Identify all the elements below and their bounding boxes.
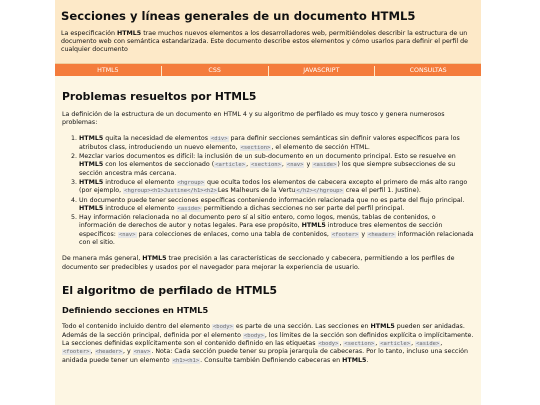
- bold-text: HTML5: [79, 161, 104, 169]
- code-snippet: <aside>: [313, 162, 337, 169]
- code-snippet: <hgroup><h1>Justine</h1><h2>: [124, 188, 217, 195]
- masthead: [55, 0, 481, 64]
- bold-text: HTML5: [142, 255, 167, 263]
- bold-text: HTML5: [301, 222, 326, 230]
- text-run: pueden ser anidadas. Además de la sección principal, definida por el elemento: [62, 323, 465, 339]
- text-run: . Consulte también Definiendo cabeceras en: [200, 356, 343, 364]
- code-snippet: <article>: [215, 162, 246, 169]
- nav-link-javascript[interactable]: JAVASCRIPT: [269, 66, 376, 76]
- text-run: ,: [411, 339, 416, 347]
- nav-link-html5[interactable]: HTML5: [55, 66, 162, 76]
- text-run: introduce el elemento: [103, 178, 177, 186]
- code-snippet: <h1><h1>: [172, 357, 200, 364]
- text-run: permitiendo a dichas secciones no ser parte del perfil principal.: [201, 204, 405, 212]
- bold-text: HTML5: [116, 30, 142, 37]
- text-run: con los elementos de seccionado (: [103, 161, 215, 169]
- text-run: para definir secciones semánticas sin definir valores específicos para los atributos class, introduciendo un nuevo elemento,: [79, 135, 460, 151]
- text-run: trae muchos nuevos elementos a los desarrolladores web, permitiéndoles describir la estructura de un documento web con semántica estandarizada. Este documento describe estos elementos y cómo usarlos para definir el perfil de cualquier documento: [61, 30, 469, 54]
- code-snippet: <body>: [318, 340, 339, 347]
- text-run: La especificación: [61, 30, 117, 37]
- text-run: Mezclar varios documentos es difícil: la inclusión de un sub-documento en un documento principal. Esto se resuelve en: [79, 153, 456, 161]
- code-snippet: <aside>: [416, 340, 440, 347]
- section-closing: [62, 255, 474, 272]
- main-content: [55, 90, 481, 366]
- list-item: [79, 214, 474, 247]
- text-run: , los límites de la sección son definidos explícita o implícitamente. La secciones definidas explícitamente son el contenido definido en las etiquetas: [62, 331, 474, 347]
- text-run: crea el perfil 1. Justine).: [343, 187, 421, 195]
- code-snippet: <nav>: [133, 349, 151, 356]
- list-item: [79, 135, 474, 152]
- code-snippet: <nav>: [118, 231, 136, 238]
- list-item: [79, 153, 474, 178]
- intro-paragraph: [61, 30, 475, 55]
- bold-text: HTML5: [79, 204, 104, 212]
- code-snippet: <article>: [380, 340, 411, 347]
- text-run: y: [359, 230, 368, 238]
- problems-list: [62, 135, 474, 247]
- list-item: [79, 179, 474, 196]
- section-heading: Problemas resueltos por HTML5: [62, 89, 257, 103]
- text-run: , el elemento de sección HTML.: [271, 143, 370, 151]
- text-run: información relacionada con el sitio.: [79, 230, 474, 246]
- text-run: trae precisión a las características de seccionado y cabecera, permitiendo a los perfiles de documento ser predecibles y usados por el navegador para mejorar la experiencia de usuario.: [62, 255, 455, 271]
- text-run: De manera más general,: [62, 255, 143, 263]
- text-run: , y: [123, 348, 133, 356]
- section-heading: El algoritmo de perfilado de HTML5: [62, 284, 278, 298]
- code-snippet: <section>: [240, 144, 271, 151]
- text-run: quita la necesidad de elementos: [103, 135, 210, 143]
- nav-link-css[interactable]: CSS: [162, 66, 269, 76]
- text-run: para colecciones de enlaces, como una tabla de contenidos,: [136, 230, 331, 238]
- text-run: Todo el contenido incluido dentro del elemento: [62, 323, 212, 331]
- page-title: Secciones y líneas generales de un documento HTML5: [61, 9, 416, 23]
- text-run: y: [304, 161, 313, 169]
- code-snippet: <header>: [368, 231, 395, 238]
- text-run: Un documento puede tener secciones específicas conteniendo información relacionada que no es parte del flujo principal.: [79, 196, 465, 204]
- code-snippet: <footer>: [331, 231, 359, 238]
- main-nav: [55, 64, 481, 76]
- text-run: ) los que siempre subsecciones de su sección ancestra más cercana.: [79, 161, 456, 177]
- nav-link-consultas[interactable]: CONSULTAS: [409, 66, 447, 74]
- bold-text: HTML5: [342, 356, 367, 364]
- text-run: introduce tres elementos de sección específicos:: [79, 222, 443, 238]
- code-snippet: </h2></hgroup>: [296, 188, 343, 195]
- text-run: ,: [246, 161, 251, 169]
- code-snippet: <hgroup>: [177, 179, 205, 186]
- code-snippet: <section>: [344, 340, 375, 347]
- code-snippet: <header>: [95, 349, 123, 356]
- text-run: que oculta todos los elementos de cabecera excepto el primero de más alto rango (por ejemplo,: [79, 178, 468, 195]
- code-snippet: <div>: [210, 136, 228, 143]
- text-run: Les Malheurs de la Vertu: [217, 187, 296, 195]
- text-run: .: [366, 356, 369, 364]
- text-run: . Nota: Cada sección puede tener su propia jerarquía de cabeceras. Por lo tanto, incluso una sección anidada puede tener un elemento: [62, 348, 468, 364]
- text-run: es parte de una sección. Las secciones en: [233, 323, 371, 331]
- bold-text: HTML5: [79, 135, 104, 143]
- section-intro: La definición de la estructura de un documento en HTML 4 y su algoritmo de perfilado es muy tosco y genera numerosos problemas:: [62, 110, 445, 127]
- text-run: ,: [440, 339, 443, 347]
- bold-text: HTML5: [370, 323, 395, 331]
- subsection-heading: Definiendo secciones en HTML5: [62, 305, 209, 316]
- text-run: ,: [339, 339, 344, 347]
- page: [55, 0, 481, 405]
- code-snippet: <body>: [243, 332, 264, 339]
- code-snippet: <nav>: [286, 162, 304, 169]
- text-run: ,: [281, 161, 286, 169]
- subsection-body: [62, 323, 474, 365]
- code-snippet: <body>: [212, 324, 233, 331]
- code-snippet: <footer>: [63, 349, 90, 356]
- bold-text: HTML5: [79, 178, 104, 186]
- text-run: ,: [375, 339, 380, 347]
- text-run: ,: [90, 348, 95, 356]
- code-snippet: <aside>: [177, 205, 201, 212]
- code-snippet: <section>: [251, 162, 281, 169]
- text-run: introduce el elemento: [103, 204, 177, 212]
- text-run: Hay información relacionada no al documento pero sí al sitio entero, como logos, menús, tablas de contenidos, o información de derechos de autor y notas legales. Para ese propósito,: [79, 214, 436, 230]
- list-item: [79, 197, 474, 214]
